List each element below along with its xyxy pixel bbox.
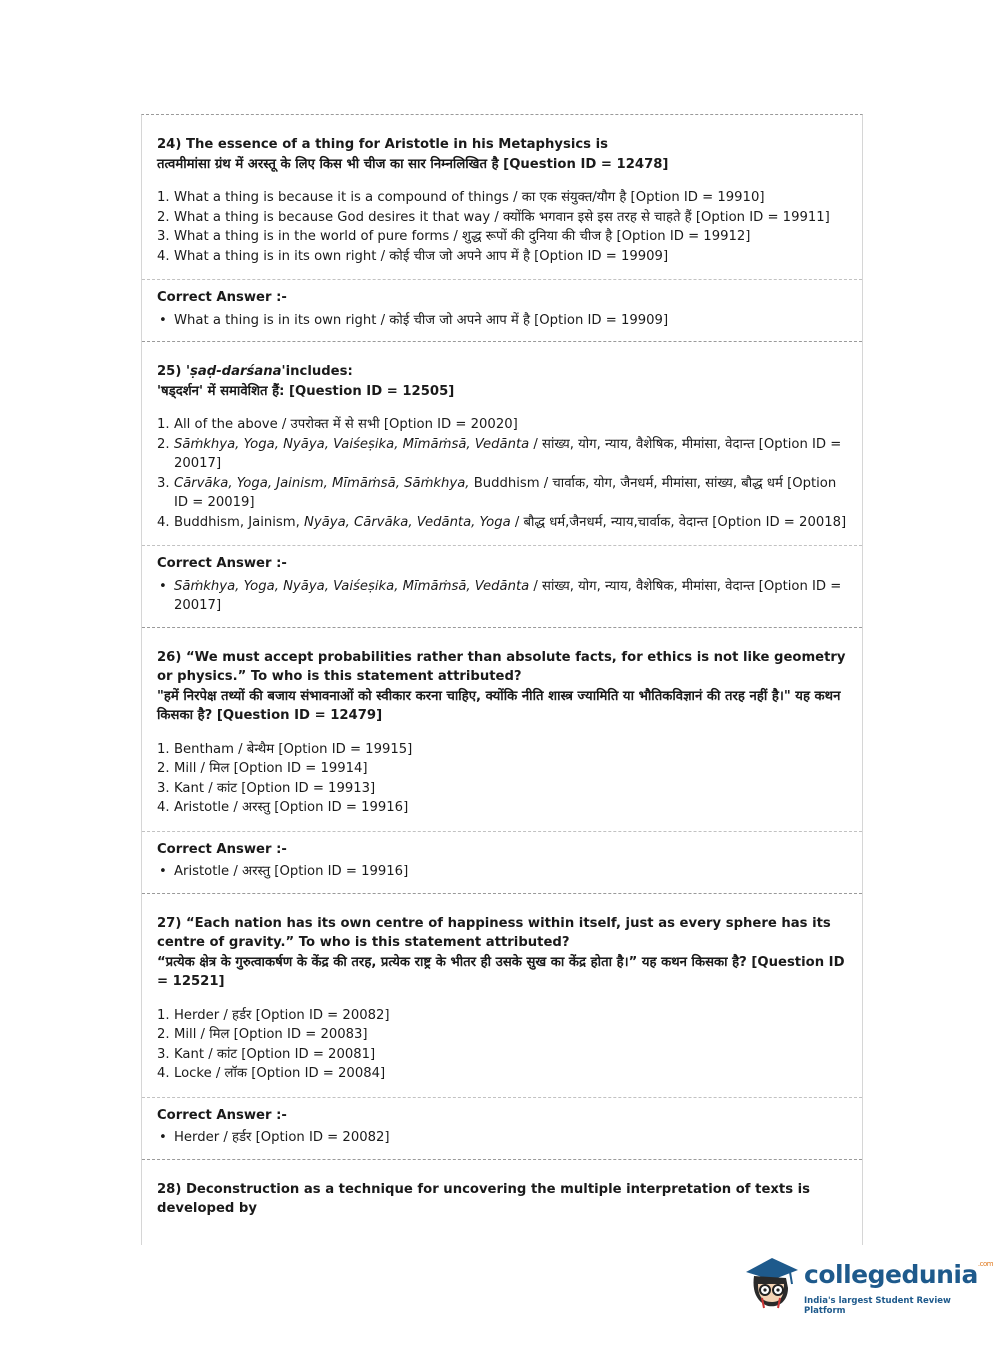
option-item: 1. Herder / हर्डर [Option ID = 20082] — [157, 1007, 390, 1023]
question-paper-page — [141, 114, 863, 1245]
option-item: 1. What a thing is because it is a compound of things / का एक संयुक्त/यौग है [Option ID = 19910] — [157, 190, 765, 205]
correct-answer — [142, 545, 862, 627]
option-item: 3. What a thing is in the world of pure forms / शुद्ध रूपों की दुनिया की चीज है [Option ID = 19912] — [157, 229, 751, 244]
option-item: 3. Kant / कांट [Option ID = 20081] — [157, 1046, 376, 1062]
question-text-en: 27) “Each nation has its own centre of happiness within itself, just as every sphere has its centre of gravity.” To who is this statement attributed? — [157, 915, 831, 950]
option-item: 2. What a thing is because God desires it that way / क्योंकि भगवान इसे इस तरह से चाहते हैं [Option ID = 19911] — [157, 209, 830, 225]
correct-answer-value: • Aristotle / अरस्तु [Option ID = 19916] — [159, 864, 409, 879]
brand-tagline: India's largest Student Review Platform — [804, 1296, 951, 1316]
option-item: 1. Bentham / बेन्थैम [Option ID = 19915] — [157, 741, 413, 757]
correct-answer-label: Correct Answer :- — [157, 556, 287, 571]
option-item: 2. Sāṁkhya, Yoga, Nyāya, Vaiśeṣika, Mīmāṁsā, Vedānta / सांख्य, योग, न्याय, वैशेषिक, मीमांसा, वेदान्त [Option ID = 20017] — [157, 436, 842, 471]
question-text-hi: “प्रत्येक क्षेत्र के गुरुत्वाकर्षण के केंद्र की तरह, प्रत्येक राष्ट्र के भीतर ही उसके सुख का केंद्र होता है।” यह कथन किसका है? [Question ID = 12521] — [157, 954, 845, 989]
option-item: 4. Buddhism, Jainism, Nyāya, Cārvāka, Vedānta, Yoga / बौद्ध धर्म,जैनधर्म, न्याय,चार्वाक, वेदान्त [Option ID = 20018] — [157, 514, 847, 530]
option-item: 2. Mill / मिल [Option ID = 19914] — [157, 761, 368, 776]
question-block — [142, 894, 862, 1159]
option-item: 4. Aristotle / अरस्तु [Option ID = 19916] — [157, 800, 409, 815]
option-item: 3. Cārvāka, Yoga, Jainism, Mīmāṁsā, Sāṁkhya, Buddhism / चार्वाक, योग, जैनधर्म, मीमांसा, सांख्य, बौद्ध धर्म [Option ID = 20019] — [157, 475, 837, 510]
option-item: 4. Locke / लॉक [Option ID = 20084] — [157, 1066, 386, 1081]
options-list — [142, 174, 862, 279]
correct-answer-value: • Herder / हर्डर [Option ID = 20082] — [159, 1130, 390, 1145]
question-heading — [142, 342, 862, 401]
correct-answer-value: • What a thing is in its own right / कोई चीज जो अपने आप में है [Option ID = 19909] — [159, 312, 669, 328]
question-block — [142, 115, 862, 341]
mascot-icon — [742, 1250, 802, 1312]
collegedunia-logo — [742, 1250, 994, 1316]
correct-answer — [142, 1097, 862, 1159]
question-block — [142, 342, 862, 627]
question-heading — [142, 115, 862, 174]
question-text-en: 25) 'ṣaḍ-darśana'includes: — [157, 364, 353, 379]
correct-answer — [142, 279, 862, 341]
question-text-hi: तत्वमीमांसा ग्रंथ में अरस्तू के लिए किस भी चीज का सार निम्नलिखित है [Question ID = 12478] — [157, 156, 669, 172]
question-text-en: 28) Deconstruction as a technique for uncovering the multiple interpretation of texts is developed by — [157, 1181, 811, 1216]
brand-name: collegedunia$^{.com}$ — [804, 1260, 994, 1289]
question-text-en: 24) The essence of a thing for Aristotle in his Metaphysics is — [157, 137, 608, 152]
options-list — [142, 401, 862, 545]
question-block — [142, 1160, 862, 1219]
option-item: 2. Mill / मिल [Option ID = 20083] — [157, 1027, 368, 1042]
correct-answer-value: • Sāṁkhya, Yoga, Nyāya, Vaiśeṣika, Mīmāṁsā, Vedānta / सांख्य, योग, न्याय, वैशेषिक, मीमांसा, वेदान्त [Option ID = 20017] — [159, 578, 842, 613]
option-item: 4. What a thing is in its own right / कोई चीज जो अपने आप में है [Option ID = 19909] — [157, 248, 669, 264]
correct-answer-label: Correct Answer :- — [157, 841, 287, 857]
options-list — [142, 726, 862, 831]
question-heading — [142, 628, 862, 726]
correct-answer-label: Correct Answer :- — [157, 290, 287, 305]
question-text-hi: "हमें निरपेक्ष तथ्यों की बजाय संभावनाओं को स्वीकार करना चाहिए, क्योंकि नीति शास्त्र ज्यामिति या भौतिकविज्ञानं की तरह नहीं है।" यह कथन किसका है? [Question ID = 12479] — [157, 688, 841, 723]
question-block — [142, 628, 862, 893]
option-item: 3. Kant / कांट [Option ID = 19913] — [157, 780, 376, 796]
question-heading — [142, 894, 862, 992]
options-list — [142, 992, 862, 1097]
correct-answer — [142, 831, 862, 893]
question-heading — [142, 1160, 862, 1219]
option-item: 1. All of the above / उपरोक्त में से सभी [Option ID = 20020] — [157, 417, 518, 432]
question-text-en: 26) “We must accept probabilities rather than absolute facts, for ethics is not like geometry or physics.” To who is this statement attributed? — [157, 649, 846, 684]
question-text-hi: 'षड्दर्शन' में समावेशित हैं: [Question ID = 12505] — [157, 383, 455, 399]
correct-answer-label: Correct Answer :- — [157, 1107, 287, 1123]
